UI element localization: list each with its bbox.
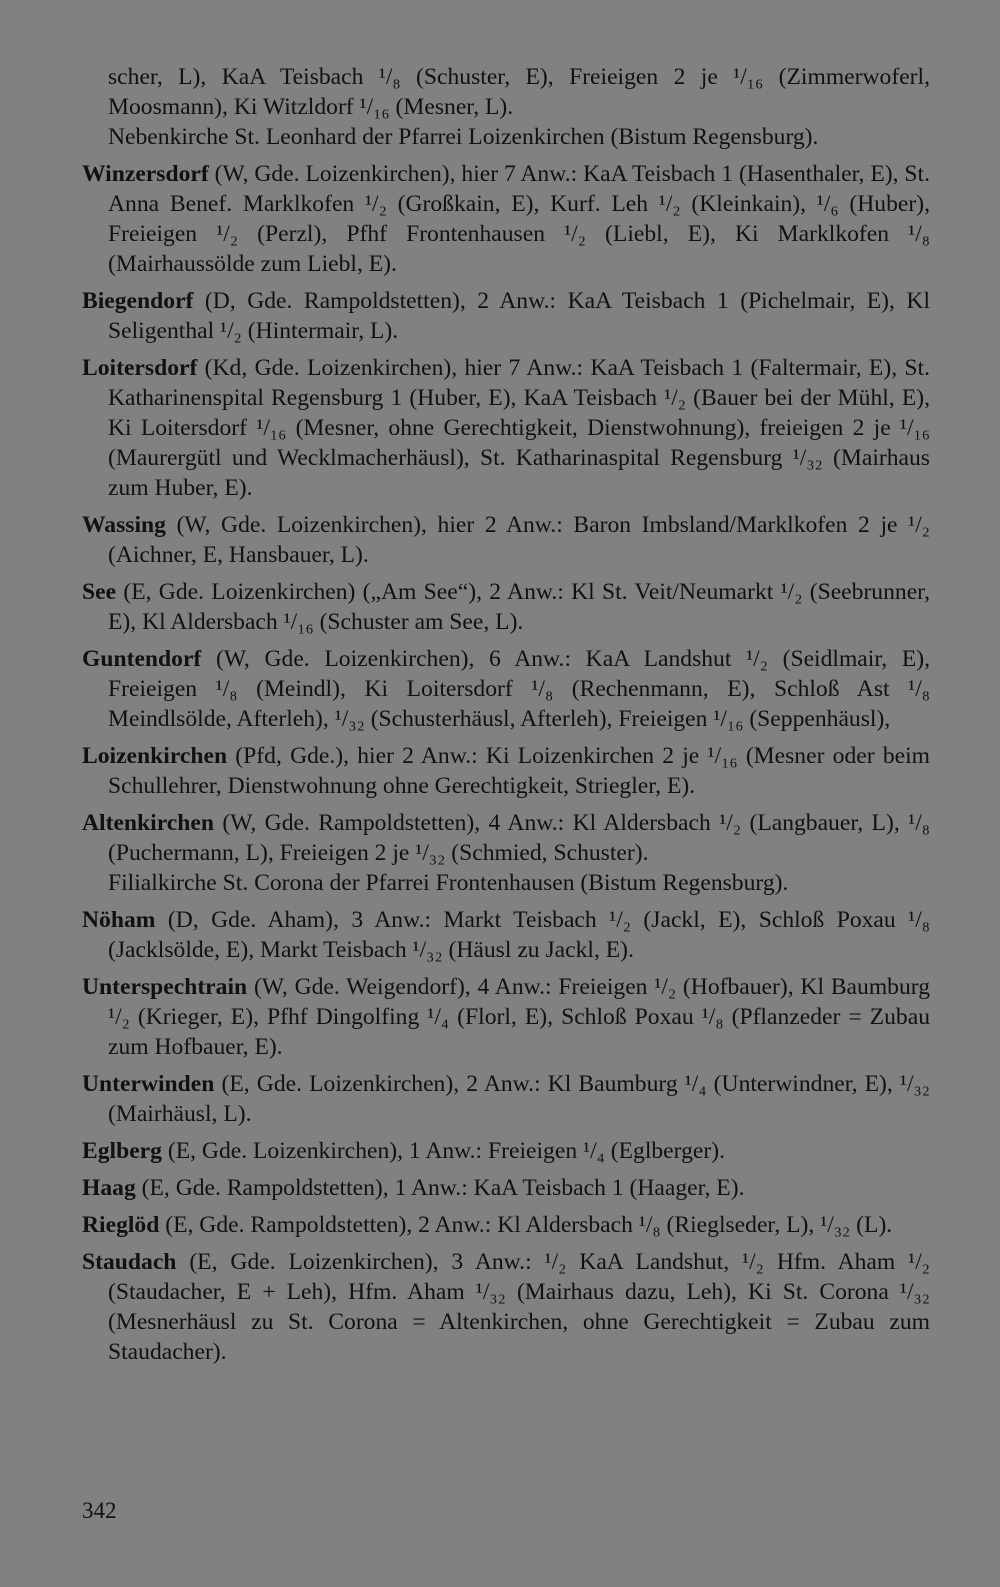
entry-name: Nöham — [82, 907, 156, 933]
entry-name: Rieglöd — [82, 1212, 160, 1238]
entry-text: (E, Gde. Rampoldstetten), 2 Anw.: Kl Aldersbach ¹/₈ (Rieglseder, L), ¹/₃₂ (L). — [159, 1212, 893, 1238]
intro-note: Nebenkirche St. Leonhard der Pfarrei Loizenkirchen (Bistum Regensburg). — [108, 124, 819, 150]
entry-winzersdorf — [82, 159, 930, 279]
entry-text: (D, Gde. Rampoldstetten), 2 Anw.: KaA Teisbach 1 (Pichelmair, E), Kl Seligenthal ¹/₂ (Hintermair, L). — [108, 288, 930, 344]
entry-altenkirchen — [82, 808, 930, 868]
entry-biegendorf — [82, 286, 930, 346]
entry-name: Unterwinden — [82, 1071, 215, 1097]
entry-name: Staudach — [82, 1249, 177, 1275]
entry-loitersdorf — [82, 353, 930, 503]
entry-guntendorf — [82, 644, 930, 734]
entry-name: See — [82, 579, 117, 605]
entry-see — [82, 577, 930, 637]
entry-name: Altenkirchen — [82, 810, 214, 836]
entry-haag — [82, 1173, 930, 1203]
entry-text: (W, Gde. Loizenkirchen), 6 Anw.: KaA Landshut ¹/₂ (Seidlmair, E), Freieigen ¹/₈ (Meindl), Ki Loitersdorf ¹/₈ (Rechenmann, E), Schloß Ast ¹/₈ Meindlsölde, Afterleh), ¹/₃₂ (Schusterhäusl, Afterleh), Freieigen ¹/₁₆ (Seppenhäusl), — [108, 646, 930, 732]
page-number: 342 — [82, 1498, 117, 1523]
entry-text: (Pfd, Gde.), hier 2 Anw.: Ki Loizenkirchen 2 je ¹/₁₆ (Mesner oder beim Schullehrer, Dienstwohnung ohne Gerechtigkeit, Striegler, E). — [108, 743, 930, 799]
entry-name: Eglberg — [82, 1138, 162, 1164]
entry-text: (E, Gde. Loizenkirchen), 3 Anw.: ¹/₂ KaA Landshut, ¹/₂ Hfm. Aham ¹/₂ (Staudacher, E + Leh), Hfm. Aham ¹/₃₂ (Mairhaus dazu, Leh), Ki St. Corona ¹/₃₂ (Mesnerhäusl zu St. Corona = Altenkirchen, ohne Gerechtigkeit = Zubau zum Staudacher). — [108, 1249, 930, 1365]
entry-name: Biegendorf — [82, 288, 194, 314]
entry-text: (E, Gde. Rampoldstetten), 1 Anw.: KaA Teisbach 1 (Haager, E). — [135, 1175, 745, 1201]
document-page — [82, 62, 930, 1367]
entry-text: (W, Gde. Loizenkirchen), hier 7 Anw.: KaA Teisbach 1 (Hasenthaler, E), St. Anna Benef. Marklkofen ¹/₂ (Großkain, E), Kurf. Leh ¹/₂ (Kleinkain), ¹/₆ (Huber), Freieigen ¹/₂ (Perzl), Pfhf Frontenhausen ¹/₂ (Liebl, E), Ki Marklkofen ¹/₈ (Mairhaussölde zum Liebl, E). — [108, 161, 930, 277]
entry-wassing — [82, 510, 930, 570]
entry-loizenkirchen — [82, 741, 930, 801]
entry-staudach — [82, 1247, 930, 1367]
entry-eglberg — [82, 1136, 930, 1166]
entry-text: (D, Gde. Aham), 3 Anw.: Markt Teisbach ¹/₂ (Jackl, E), Schloß Poxau ¹/₈ (Jacklsölde, E), Markt Teisbach ¹/₃₂ (Häusl zu Jackl, E). — [108, 907, 930, 963]
entry-unterspechtrain — [82, 972, 930, 1062]
entry-name: Unterspechtrain — [82, 974, 248, 1000]
entry-text: (E, Gde. Loizenkirchen) („Am See“), 2 Anw.: Kl St. Veit/Neumarkt ¹/₂ (Seebrunner, E), Kl Aldersbach ¹/₁₆ (Schuster am See, L). — [108, 579, 930, 635]
entry-text: (W, Gde. Loizenkirchen), hier 2 Anw.: Baron Imbsland/Marklkofen 2 je ¹/₂ (Aichner, E, Hansbauer, L). — [108, 512, 930, 568]
entry-text: (W, Gde. Rampoldstetten), 4 Anw.: Kl Aldersbach ¹/₂ (Langbauer, L), ¹/₈ (Puchermann, L), Freieigen 2 je ¹/₃₂ (Schmied, Schuster). — [108, 810, 930, 866]
entry-name: Haag — [82, 1175, 136, 1201]
entry-text: (W, Gde. Weigendorf), 4 Anw.: Freieigen ¹/₂ (Hofbauer), Kl Baumburg ¹/₂ (Krieger, E), Pfhf Dingolfing ¹/₄ (Florl, E), Schloß Poxau ¹/₈ (Pflanzeder = Zubau zum Hofbauer, E). — [108, 974, 930, 1060]
intro-continuation: scher, L), KaA Teisbach ¹/₈ (Schuster, E), Freieigen 2 je ¹/₁₆ (Zimmerwoferl, Moosmann), Ki Witzldorf ¹/₁₆ (Mesner, L). — [108, 64, 930, 120]
entry-text: (E, Gde. Loizenkirchen), 1 Anw.: Freieigen ¹/₄ (Eglberger). — [161, 1138, 725, 1164]
entry-name: Winzersdorf — [82, 161, 209, 187]
entry-text: (E, Gde. Loizenkirchen), 2 Anw.: Kl Baumburg ¹/₄ (Unterwindner, E), ¹/₃₂ (Mairhäusl, L). — [108, 1071, 930, 1127]
entry-noeham — [82, 905, 930, 965]
entry-altenkirchen-note: Filialkirche St. Corona der Pfarrei Frontenhausen (Bistum Regensburg). — [108, 870, 789, 896]
entry-name: Loitersdorf — [82, 355, 198, 381]
entry-unterwinden — [82, 1069, 930, 1129]
entry-name: Wassing — [82, 512, 166, 538]
entry-name: Guntendorf — [82, 646, 202, 672]
entry-name: Loizenkirchen — [82, 743, 228, 769]
entry-text: (Kd, Gde. Loizenkirchen), hier 7 Anw.: KaA Teisbach 1 (Faltermair, E), St. Katharinenspital Regensburg 1 (Huber, E), KaA Teisbach ¹/₂ (Bauer bei der Mühl, E), Ki Loitersdorf ¹/₁₆ (Mesner, ohne Gerechtigkeit, Dienstwohnung), freieigen 2 je ¹/₁₆ (Maurergütl und Wecklmacherhäusl), St. Katharinaspital Regensburg ¹/₃₂ (Mairhaus zum Huber, E). — [108, 355, 930, 501]
entry-riegloed — [82, 1210, 930, 1240]
